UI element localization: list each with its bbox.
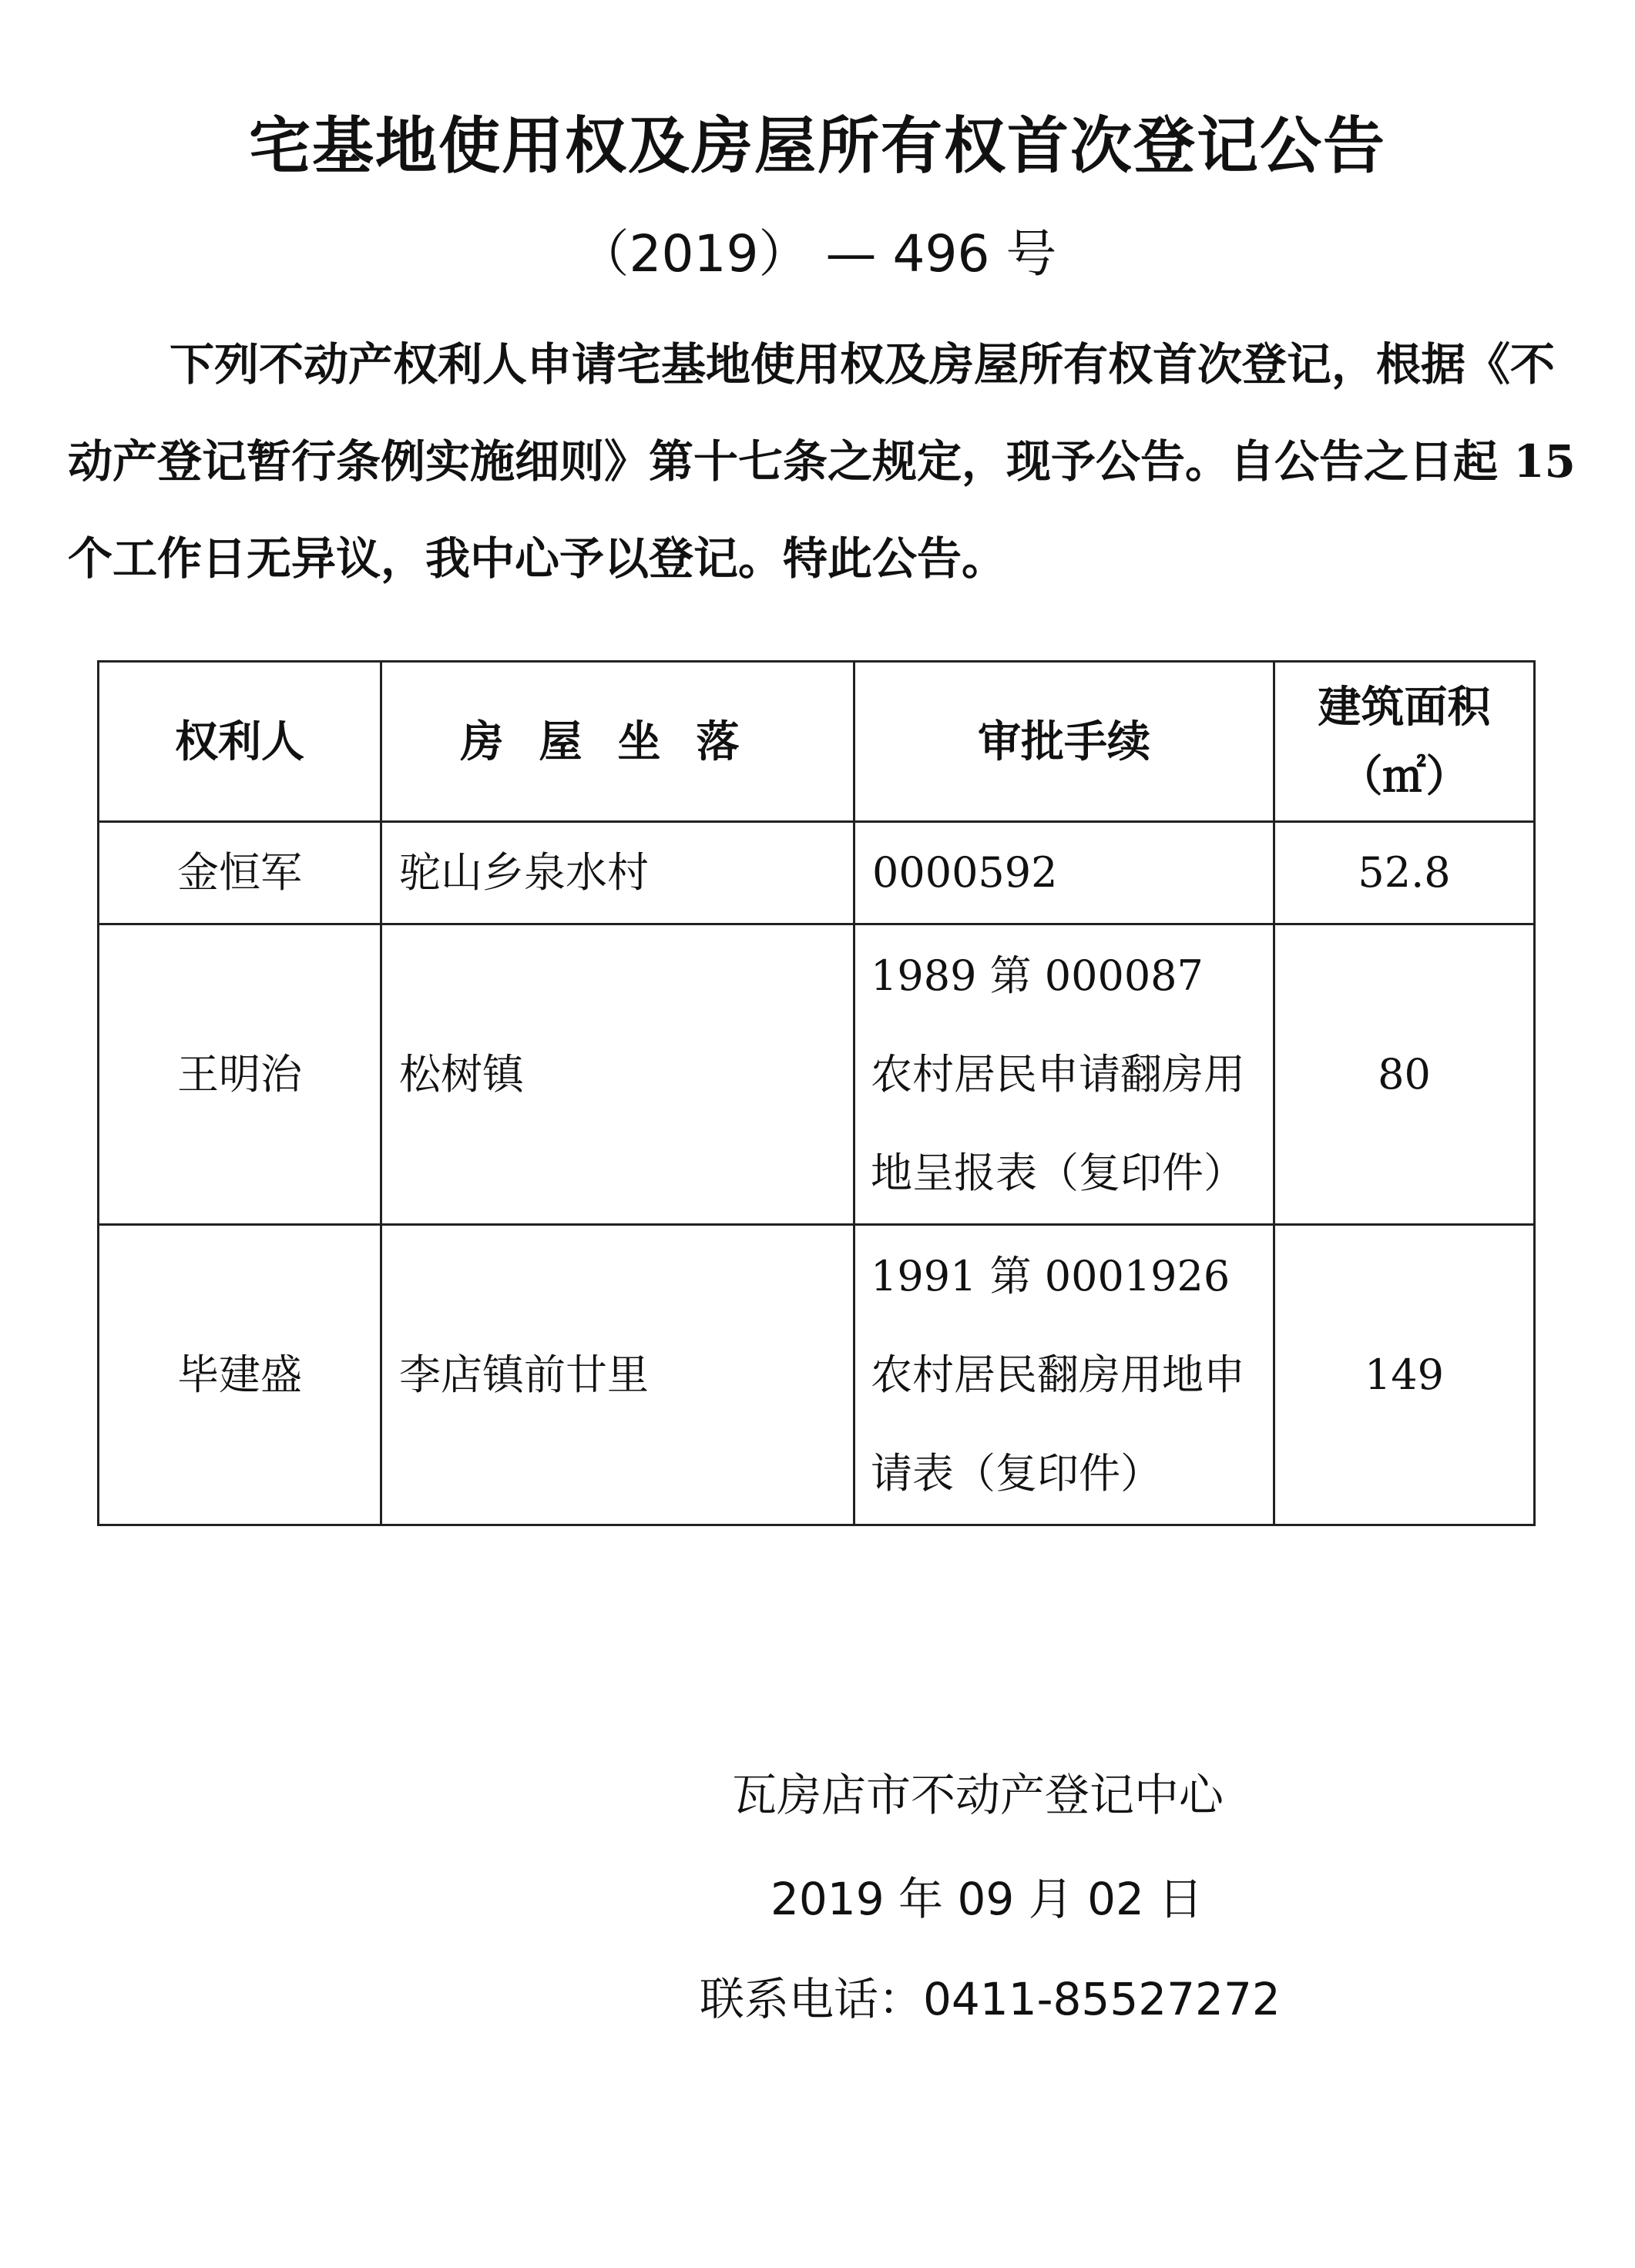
header-holder: 权利人 xyxy=(99,662,381,822)
issuing-organization: 瓦房店市不动产登记中心 xyxy=(732,1769,1224,1821)
table-row xyxy=(99,822,1535,924)
table-row xyxy=(99,924,1535,1225)
header-approval: 审批手续 xyxy=(854,662,1274,822)
header-location: 房屋坐落 xyxy=(381,662,854,822)
cell-location: 松树镇 xyxy=(381,924,854,1225)
cell-location: 李店镇前廿里 xyxy=(381,1225,854,1525)
page-title: 宅基地使用权及房屋所有权首次登记公告 xyxy=(249,110,1386,182)
issue-date: 2019 年 09 月 02 日 xyxy=(770,1873,1204,1925)
cell-approval: 1989 第 000087 农村居民申请翻房用地呈报表（复印件） xyxy=(854,924,1274,1225)
cell-area: 80 xyxy=(1274,924,1535,1225)
document-number: （2019） — 496 号 xyxy=(578,224,1057,284)
registration-table xyxy=(97,660,1536,1526)
cell-area: 149 xyxy=(1274,1225,1535,1525)
cell-holder: 王明治 xyxy=(99,924,381,1225)
cell-holder: 金恒军 xyxy=(99,822,381,924)
cell-approval: 1991 第 0001926 农村居民翻房用地申请表（复印件） xyxy=(854,1225,1274,1525)
announcement-text: 下列不动产权利人申请宅基地使用权及房屋所有权首次登记，根据《不动产登记暂行条例实施细则》第十七条之规定，现予公告。自公告之日起 15 个工作日无异议，我中心予以登记。特此公告。 xyxy=(68,338,1576,585)
header-area: 建筑面积（㎡） xyxy=(1274,662,1535,822)
table-row xyxy=(99,1225,1535,1525)
cell-holder: 毕建盛 xyxy=(99,1225,381,1525)
cell-approval: 0000592 xyxy=(854,822,1274,924)
contact-phone: 联系电话：0411-85527272 xyxy=(700,1973,1281,2025)
table-header-row xyxy=(99,662,1535,822)
announcement-paragraph xyxy=(68,316,1578,607)
cell-area: 52.8 xyxy=(1274,822,1535,924)
cell-location: 驼山乡泉水村 xyxy=(381,822,854,924)
